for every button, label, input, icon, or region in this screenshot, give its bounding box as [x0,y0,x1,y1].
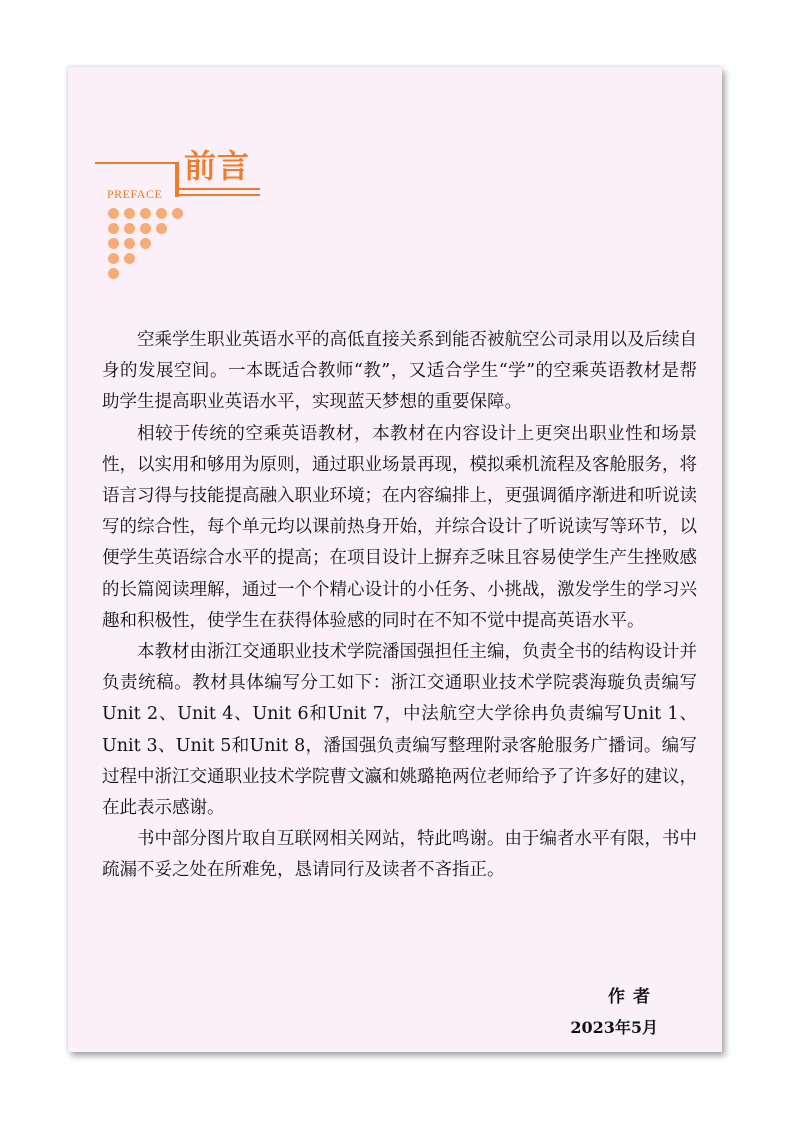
paragraph: 空乘学生职业英语水平的高低直接关系到能否被航空公司录用以及后续自身的发展空间。一本既适合教师“教”，又适合学生“学”的空乘英语教材是帮助学生提高职业英语水平，实现蓝天梦想的重要保障。 [102,330,697,413]
author-signature: 作者 [608,987,658,1007]
paragraph: 本教材由浙江交通职业技术学院潘国强担任主编，负责全书的结构设计并负责统稿。教材具体编写分工如下：浙江交通职业技术学院裘海璇负责编写Unit 2、Unit 4、Unit 6和Unit 7，中法航空大学徐冉负责编写Unit 1、Unit 3、Unit 5和Unit 8，潘国强负责编写整理附录客舱服务广播词。编写过程中浙江交通职业技术学院曹文瀛和姚璐艳两位老师给予了许多好的建议，在此表示感谢。 [102,642,697,819]
signature-date: 2023年5月 [570,1018,658,1037]
dot [124,238,135,249]
header-rule-top [95,162,179,164]
dot [124,208,135,219]
dot [108,253,119,264]
dot [140,238,151,249]
header-rule-corner [175,162,179,197]
page-title: 前言 [184,147,251,185]
dot [140,223,151,234]
dot [140,208,151,219]
dot [156,208,167,219]
dot [108,223,119,234]
dot [172,208,183,219]
paragraph: 相较于传统的空乘英语教材，本教材在内容设计上更突出职业性和场景性，以实用和够用为原则，通过职业场景再现，模拟乘机流程及客舱服务，将语言习得与技能提高融入职业环境；在内容编排上，更强调循序渐进和听说读写的综合性，每个单元均以课前热身开始，并综合设计了听说读写等环节，以便学生英语综合水平的提高；在项目设计上摒弃乏味且容易使学生产生挫败感的长篇阅读理解，通过一个个精心设计的小任务、小挑战，激发学生的学习兴趣和积极性，使学生在获得体验感的同时在不知不觉中提高英语水平。 [102,423,697,631]
dot [124,223,135,234]
header-rule-underline-2 [175,194,260,196]
paragraph: 书中部分图片取自互联网相关网站，特此鸣谢。由于编者水平有限，书中疏漏不妥之处在所难免，恳请同行及读者不吝指正。 [102,829,697,881]
page-subtitle: PREFACE [107,187,163,201]
dot [156,223,167,234]
dot [108,208,119,219]
header-rule-underline [175,188,260,190]
dot [108,268,119,279]
preface-body [102,325,697,887]
page [68,67,722,1052]
dot [124,253,135,264]
dot [108,238,119,249]
